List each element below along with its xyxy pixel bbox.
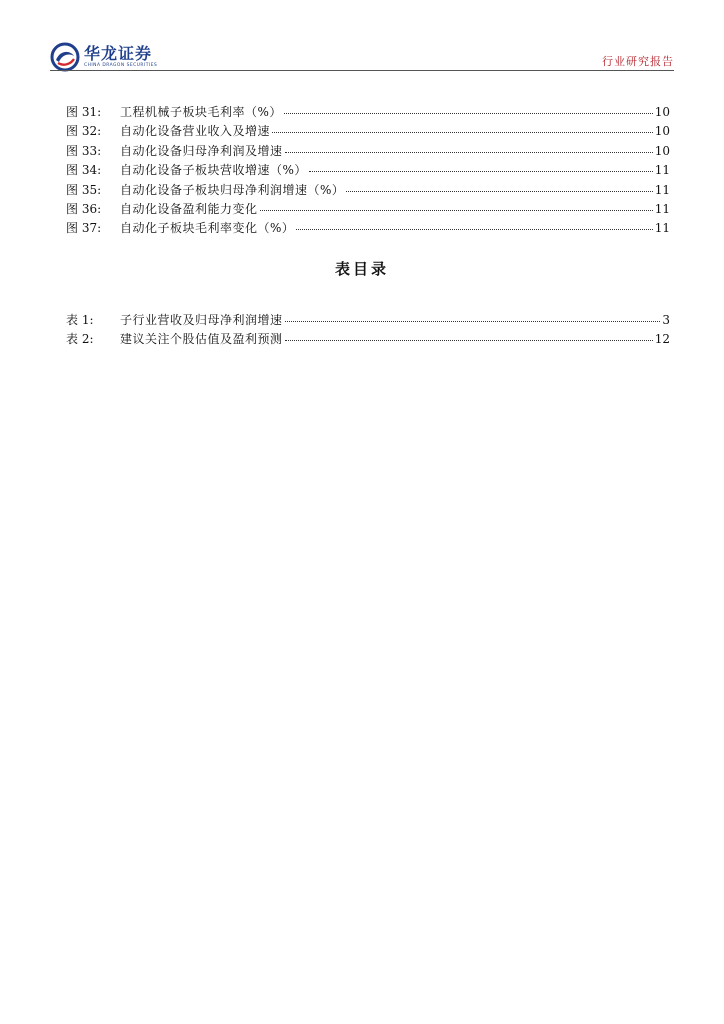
page-header [50,42,674,72]
dot-leader [346,191,652,192]
entry-page: 10 [654,124,670,139]
figure-index-entry[interactable] [66,219,670,238]
dot-leader [272,132,653,133]
figure-index-entry[interactable] [66,103,670,122]
entry-title: 自动化设备营业收入及增速 [120,124,271,139]
entry-label: 表 1: [66,313,94,327]
dot-leader [285,152,653,153]
table-index-heading: 表目录 [334,260,389,278]
dot-leader [309,171,653,172]
entry-label: 图 35: [66,182,102,197]
entry-title: 工程机械子板块毛利率（%） [120,105,282,119]
dot-leader [284,113,653,114]
entry-title: 自动化设备归母净利润及增速 [120,143,283,158]
entry-label: 图 33: [66,143,102,158]
dot-leader [296,229,652,230]
header-divider [50,70,674,71]
figure-index-entry[interactable] [66,142,670,161]
dragon-logo-icon [50,42,80,72]
entry-title: 子行业营收及归母净利润增速 [120,313,283,327]
report-type-label: 行业研究报告 [602,55,674,68]
entry-title: 自动化子板块毛利率变化（%） [120,221,295,236]
dot-leader [285,340,653,341]
company-logo [50,42,157,72]
entry-page: 12 [654,332,670,347]
figure-index-entry[interactable] [66,122,670,141]
entry-page: 10 [654,143,670,158]
entry-page: 11 [654,201,670,216]
entry-title: 自动化设备盈利能力变化 [120,201,258,216]
entry-title: 建议关注个股估值及盈利预测 [120,332,283,347]
entry-label: 图 36: [66,201,102,216]
entry-label: 图 32: [66,124,102,139]
logo-english-name: CHINA DRAGON SECURITIES [84,62,158,68]
entry-page: 11 [654,182,670,197]
entry-label: 图 37: [66,221,102,236]
entry-title: 自动化设备子板块归母净利润增速（%） [120,182,345,197]
table-index-entry[interactable] [66,311,670,330]
entry-page: 11 [654,221,670,236]
table-index-list [66,311,670,350]
entry-title: 自动化设备子板块营收增速（%） [120,163,307,178]
logo-chinese-name: 华龙证券 [84,43,153,63]
entry-page: 11 [654,163,670,178]
entry-page: 10 [654,105,670,119]
dot-leader [260,210,653,211]
figure-index-entry[interactable] [66,181,670,200]
entry-label: 表 2: [66,332,94,347]
dot-leader [285,321,661,322]
table-index-entry[interactable] [66,330,670,349]
figure-index-entry[interactable] [66,161,670,180]
figure-index-entry[interactable] [66,200,670,219]
entry-page: 3 [662,313,670,327]
entry-label: 图 34: [66,163,102,178]
entry-label: 图 31: [66,105,102,119]
figure-index-list [66,103,670,239]
